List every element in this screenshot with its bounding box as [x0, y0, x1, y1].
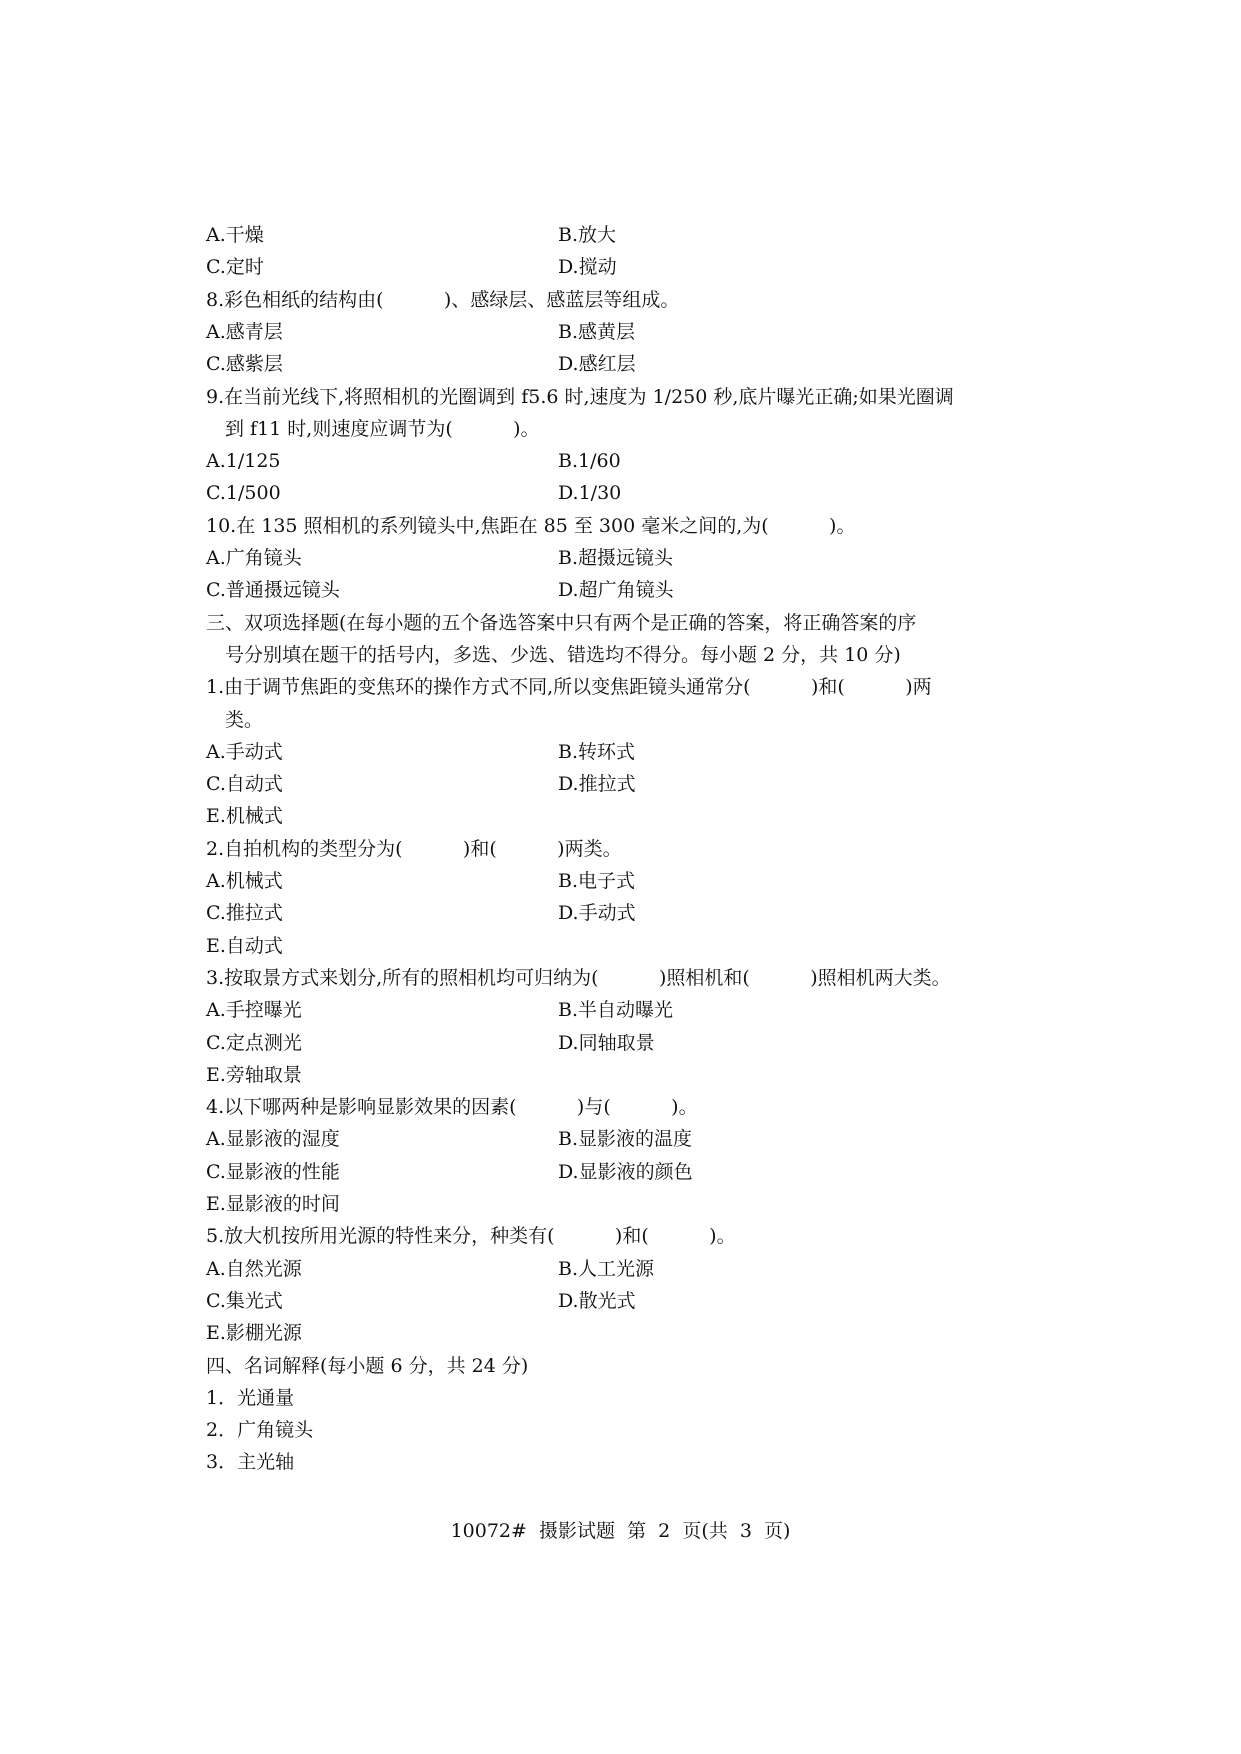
option-left: A.显影液的湿度 — [206, 1128, 340, 1151]
page-footer: 10072# 摄影试题 第 2 页(共 3 页) — [450, 1520, 791, 1542]
text-line: 5.放大机按所用光源的特性来分，种类有( )和( )。 — [206, 1225, 736, 1248]
text-line: 9.在当前光线下,将照相机的光圈调到 f5.6 时,速度为 1/250 秒,底片曝光正确;如果光圈调 — [206, 385, 954, 408]
option-left: C.集光式 — [206, 1289, 283, 1312]
text-line: 1.由于调节焦距的变焦环的操作方式不同,所以变焦距镜头通常分( )和( )两 — [206, 676, 932, 699]
option-right: B.半自动曝光 — [558, 999, 674, 1022]
option-right: B.电子式 — [558, 870, 636, 892]
option-right: B.人工光源 — [558, 1257, 655, 1280]
option-left: A.感青层 — [206, 320, 283, 343]
option-right: D.手动式 — [558, 902, 636, 925]
text-line: E.显影液的时间 — [206, 1193, 340, 1215]
option-right: B.显影液的温度 — [558, 1128, 693, 1151]
option-left: C.推拉式 — [206, 902, 283, 925]
option-right: D.推拉式 — [558, 773, 636, 796]
text-line: 3．主光轴 — [206, 1451, 295, 1474]
option-right: B.1/60 — [558, 450, 621, 473]
option-right: D.1/30 — [558, 482, 622, 505]
option-right: B.转环式 — [558, 740, 636, 763]
text-line: 2．广角镜头 — [206, 1419, 314, 1442]
text-line: 四、名词解释(每小题 6 分，共 24 分) — [206, 1354, 529, 1377]
option-left: A.1/125 — [206, 450, 281, 473]
text-line: 2.自拍机构的类型分为( )和( )两类。 — [206, 837, 622, 860]
text-line: 三、双项选择题(在每小题的五个备选答案中只有两个是正确的答案，将正确答案的序 — [206, 611, 917, 634]
option-right: D.搅动 — [558, 256, 617, 279]
text-line: E.机械式 — [206, 805, 283, 828]
option-right: D.散光式 — [558, 1289, 636, 1312]
option-right: B.感黄层 — [558, 320, 636, 343]
text-line: 10.在 135 照相机的系列镜头中,焦距在 85 至 300 毫米之间的,为( )。 — [206, 514, 856, 537]
option-left: C.显影液的性能 — [206, 1160, 340, 1183]
option-left: C.自动式 — [206, 773, 283, 796]
text-line: 3.按取景方式来划分,所有的照相机均可归纳为( )照相机和( )照相机两大类。 — [206, 966, 951, 989]
option-left: A.广角镜头 — [206, 547, 302, 569]
option-left: C.普通摄远镜头 — [206, 579, 340, 602]
option-left: A.自然光源 — [206, 1257, 302, 1280]
option-left: A.手动式 — [206, 740, 283, 763]
option-right: D.同轴取景 — [558, 1031, 655, 1054]
option-right: B.放大 — [558, 224, 617, 246]
text-line: E.影棚光源 — [206, 1322, 302, 1345]
option-left: C.1/500 — [206, 482, 281, 505]
option-left: C.感紫层 — [206, 353, 283, 376]
option-right: D.感红层 — [558, 353, 636, 376]
option-left: C.定时 — [206, 256, 264, 279]
option-left: A.手控曝光 — [206, 999, 302, 1022]
option-right: D.显影液的颜色 — [558, 1160, 693, 1183]
option-left: C.定点测光 — [206, 1031, 302, 1054]
text-line: 4.以下哪两种是影响显影效果的因素( )与( )。 — [206, 1096, 698, 1119]
option-left: A.干燥 — [206, 224, 264, 246]
text-line: E.旁轴取景 — [206, 1063, 302, 1086]
text-line: 类。 — [225, 708, 264, 731]
text-line: 1．光通量 — [206, 1386, 295, 1409]
text-line: 号分别填在题干的括号内，多选、少选、错选均不得分。每小题 2 分，共 10 分) — [225, 643, 901, 666]
option-right: D.超广角镜头 — [558, 579, 674, 602]
text-line: 8.彩色相纸的结构由( )、感绿层、感蓝层等组成。 — [206, 288, 680, 311]
text-line: 到 f11 时,则速度应调节为( )。 — [225, 417, 540, 440]
option-left: A.机械式 — [206, 870, 283, 892]
option-right: B.超摄远镜头 — [558, 547, 674, 569]
text-line: E.自动式 — [206, 934, 283, 957]
